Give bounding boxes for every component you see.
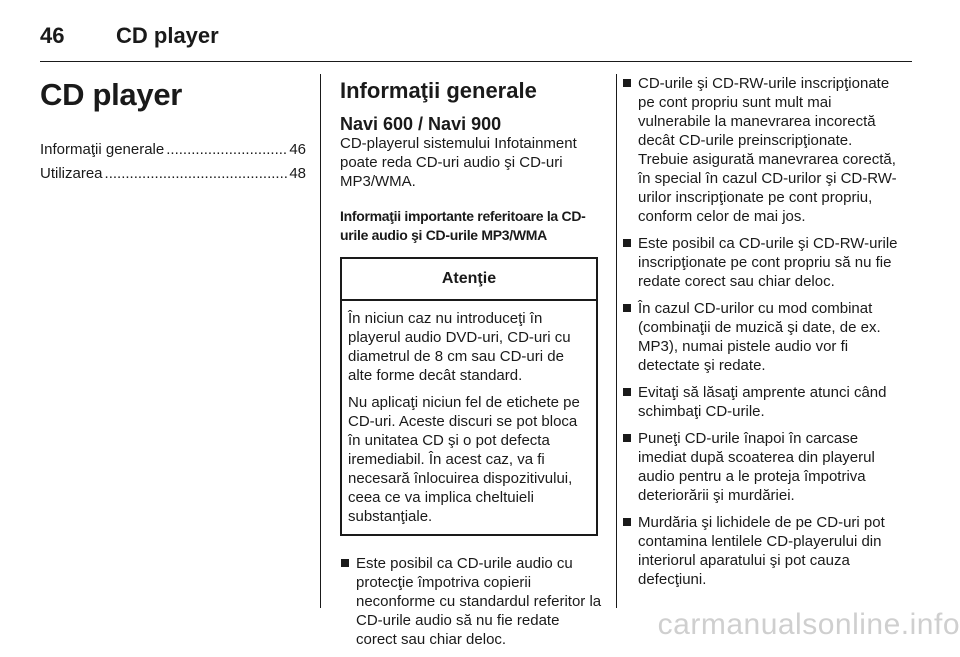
list-item-text: Evitaţi să lăsaţi amprente atunci când schimbaţi CD-urile.	[638, 384, 887, 420]
intro-paragraph: CD-playerul sistemului Infotainment poate reda CD-uri audio şi CD-uri MP3/WMA.	[340, 135, 577, 190]
toc-leader	[105, 162, 288, 186]
square-bullet-icon	[341, 559, 349, 567]
square-bullet-icon	[623, 304, 631, 312]
column-divider	[616, 74, 617, 608]
bullet-list	[340, 554, 602, 649]
table-of-contents	[40, 138, 306, 186]
toc-item[interactable]	[40, 138, 306, 162]
list-item	[622, 74, 904, 226]
list-item	[622, 234, 904, 291]
square-bullet-icon	[623, 388, 631, 396]
list-item-text: Puneţi CD-urile înapoi în carcase imediat după scoaterea din playerul audio pentru a le proteja împotriva deteriorării şi murdăriei.	[638, 430, 875, 504]
column-divider	[320, 74, 321, 608]
warning-title: Atenţie	[342, 259, 596, 301]
toc-leader	[166, 138, 287, 162]
list-item	[622, 383, 904, 421]
bullet-list	[622, 74, 904, 589]
list-item-text: Este posibil ca CD-urile audio cu protecţie împotriva copierii neconforme cu standardul referitor la CD-urile audio să nu fie redate corect sau chiar deloc.	[356, 555, 602, 648]
middle-column	[340, 62, 602, 657]
toc-label: Utilizarea	[40, 165, 103, 182]
list-item	[622, 429, 904, 505]
warning-body	[342, 301, 596, 534]
list-item-text: În cazul CD-urilor cu mod combinat (combinaţii de muzică şi date, de ex. MP3), numai pistele audio vor fi detectate şi redate.	[638, 300, 881, 374]
list-item	[340, 554, 602, 649]
square-bullet-icon	[623, 239, 631, 247]
list-item-text: Murdăria şi lichidele de pe CD-uri pot contamina lentilele CD-playerului din interiorul aparatului şi pot cauza defecţiuni.	[638, 514, 885, 588]
square-bullet-icon	[623, 79, 631, 87]
bold-heading: Informaţii importante referitoare la CD-urile audio şi CD-urile MP3/WMA	[340, 208, 586, 243]
page-header	[40, 16, 912, 56]
toc-label: Informaţii generale	[40, 141, 165, 158]
watermark: carmanualsonline.info	[657, 608, 960, 641]
warning-paragraph: Nu aplicaţi niciun fel de etichete pe CD-uri. Aceste discuri se pot bloca în unitatea CD şi o pot defecta iremediabil. În acest caz, va fi necesară înlocuirea dispozitivului, ceea ce va implica cheltuieli substanţiale.	[348, 394, 580, 525]
warning-box	[340, 257, 598, 536]
toc-page: 48	[289, 165, 306, 182]
left-column	[40, 62, 306, 186]
square-bullet-icon	[623, 518, 631, 526]
subtitle: Navi 600 / Navi 900	[340, 114, 502, 134]
right-column	[622, 74, 904, 597]
page-number: 46	[40, 23, 65, 48]
running-title: CD player	[116, 23, 219, 48]
toc-page: 46	[289, 141, 306, 158]
warning-paragraph: În niciun caz nu introduceţi în playerul audio DVD-uri, CD-uri cu diametrul de 8 cm sau CD-uri de alte forme decât standard.	[348, 310, 571, 384]
list-item	[622, 513, 904, 589]
list-item-text: Este posibil ca CD-urile şi CD-RW-urile inscripţionate pe cont propriu să nu fie redate corect sau chiar deloc.	[638, 235, 898, 290]
list-item	[622, 299, 904, 375]
list-item-text: CD-urile şi CD-RW-urile inscripţionate pe cont propriu sunt mult mai vulnerabile la manevrarea incorectă decât CD-urile preinscripţionate. Trebuie asigurată manevrarea corectă, în special în cazul CD-urilor şi CD-RW-urilor inscripţionate pe cont propriu, conform celor de mai jos.	[638, 75, 897, 225]
square-bullet-icon	[623, 434, 631, 442]
toc-item[interactable]	[40, 162, 306, 186]
section-title: Informaţii generale	[340, 78, 537, 103]
chapter-title: CD player	[40, 77, 183, 112]
